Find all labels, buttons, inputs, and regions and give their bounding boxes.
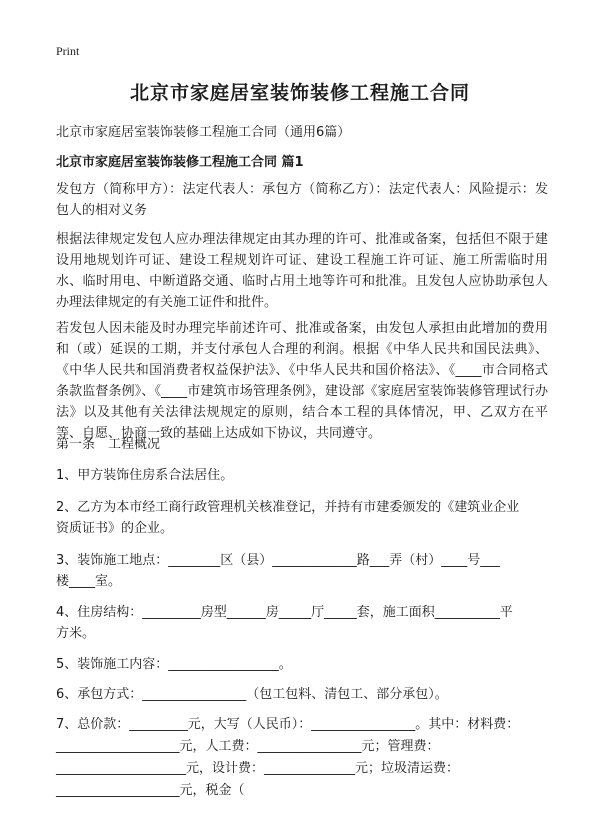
item-4-line-2: 方米。: [56, 626, 96, 641]
document-subtitle: 北京市家庭居室装饰装修工程施工合同（通用6篇）: [56, 125, 351, 140]
document-title: 北京市家庭居室装饰装修工程施工合同: [129, 82, 470, 104]
item-5: 5、装饰施工内容：_________________。: [56, 657, 292, 672]
item-4-line-1: 4、住房结构：_________房型______房_____厅_____套，施工面积__________平: [56, 605, 513, 620]
section-heading: 北京市家庭居室装饰装修工程施工合同 篇1: [56, 155, 304, 170]
item-3-line-1: 3、装饰施工地点：________区（县）_____________路___弄（村）____号___: [56, 553, 500, 568]
article-1-heading: 第一条 工程概况: [56, 437, 161, 452]
item-6: 6、承包方式：________________（包工包料、清包工、部分承包）。: [56, 687, 448, 702]
item-7-line-2: ___________________元，人工费：________________元；管理费：: [56, 739, 440, 754]
print-label: Print: [56, 44, 80, 58]
legal-paragraph-1: 根据法律规定发包人应办理法律规定由其办理的许可、批准或备案，包括但不限于建设用地规划许可证、建设工程规划许可证、建设工程施工许可证、施工所需临时用水、临时用电、中断道路交通、临时占用土地等许可和批准。且发包人应协助承包人办理法律规定的有关施工证件和批件。: [56, 232, 548, 310]
item-3-line-2: 楼____室。: [56, 574, 122, 589]
item-7-line-4: ___________________元，税金（: [56, 783, 245, 798]
item-2-line-2: 资质证书》的企业。: [56, 521, 174, 536]
legal-paragraph-2: 若发包人因未能及时办理完毕前述许可、批准或备案，由发包人承担由此增加的费用和（或）延误的工期，并支付承包人合理的利润。根据《中华人民共和国民法典》、《中华人民共和国消费者权益保护法》、《中华人民共和国价格法》、《____市合同格式条款监督条例》、《____市建筑市场管理条例》，建设部《家庭居室装饰装修管理试行办法》以及其他有关法律法规规定的原则，结合本工程的具体情况，甲、乙双方在平等、自愿、协商一致的基础上达成如下协议，共同遵守。: [56, 321, 548, 441]
item-7-line-3: ____________________元，设计费：______________元；垃圾清运费：: [56, 761, 460, 776]
item-7-line-1: 7、总价款：_________元，大写（人民币）：________________。其中：材料费：: [56, 717, 520, 732]
item-2-line-1: 2、乙方为本市经工商行政管理机关核准登记，并持有市建委颁发的《建筑业企业: [56, 500, 520, 515]
parties-paragraph: 发包方（简称甲方）：法定代表人：承包方（简称乙方）：法定代表人：风险提示：发包人的相对义务: [56, 182, 548, 218]
item-1: 1、甲方装饰住房系合法居住。: [56, 468, 234, 483]
